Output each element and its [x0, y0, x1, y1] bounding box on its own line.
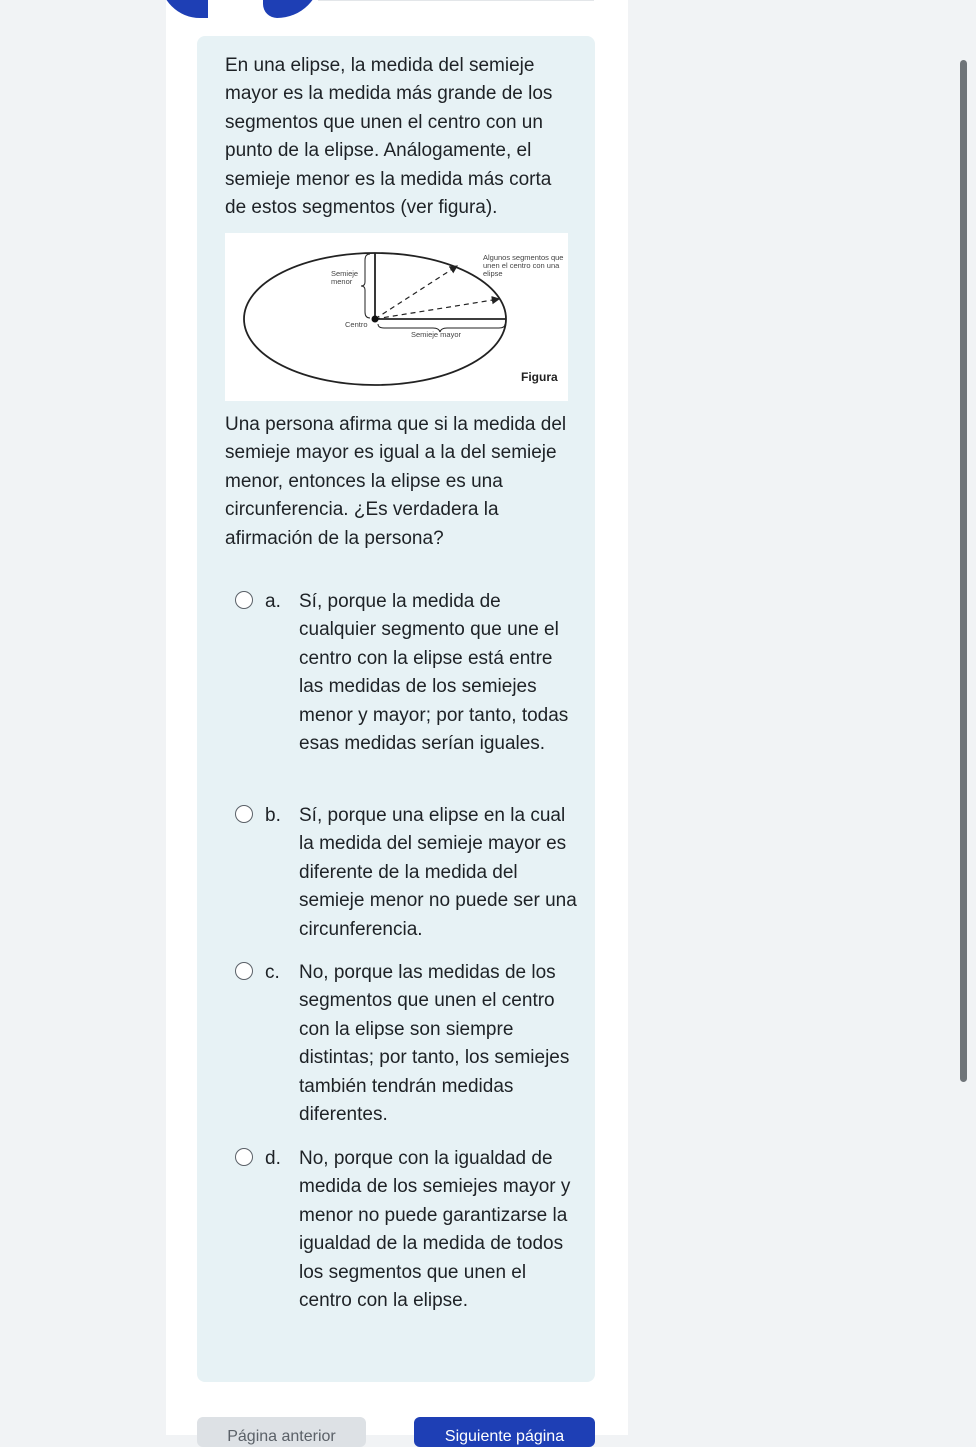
ellipse-figure: [225, 233, 568, 401]
radio-button[interactable]: [235, 591, 253, 609]
option-a[interactable]: [235, 588, 580, 788]
radio-button[interactable]: [235, 962, 253, 980]
next-page-button[interactable]: Siguiente página: [414, 1417, 595, 1447]
figure-caption: Figura: [521, 370, 558, 384]
center-label: Centro: [345, 320, 368, 329]
question-prompt: Una persona afirma que si la medida del semieje mayor es igual a la del semieje menor, entonces la elipse es una circunferencia. ¿Es verdadera la afirmación de la persona?: [225, 414, 567, 549]
center-point: [372, 316, 379, 323]
option-letter: a.: [265, 591, 281, 612]
option-text: Sí, porque la medida de cualquier segmento que une el centro con la elipse está entre las medidas de los semiejes menor y mayor; por tanto, todas esas medidas serían iguales.: [299, 591, 569, 755]
option-letter: b.: [265, 805, 281, 826]
option-text: No, porque las medidas de los segmentos que unen el centro con la elipse son siempre distintas; por tanto, los semiejes también tendrán medidas diferentes.: [299, 962, 570, 1126]
option-c[interactable]: [235, 959, 580, 1131]
segments-label: Algunos segmentos que unen el centro con una elipse: [483, 254, 564, 278]
radio-button[interactable]: [235, 1148, 253, 1166]
option-letter: d.: [265, 1148, 281, 1169]
sample-segment-2: [375, 299, 499, 319]
previous-page-button[interactable]: Página anterior: [197, 1417, 366, 1447]
option-b[interactable]: [235, 802, 580, 947]
sample-segment-1: [375, 266, 457, 319]
radio-button[interactable]: [235, 805, 253, 823]
option-text: Sí, porque una elipse en la cual la medida del semieje mayor es diferente de la medida del semieje menor no puede ser una circunferencia.: [299, 805, 577, 940]
top-divider: [318, 0, 594, 1]
question-intro: En una elipse, la medida del semieje mayor es la medida más grande de los segmentos que unen el centro con un punto de la elipse. Análogamente, el semieje menor es la medida más corta de estos segmentos (ver figura).: [225, 55, 553, 219]
major-semiaxis-label: Semieje mayor: [411, 330, 462, 339]
option-text: No, porque con la igualdad de medida de los semiejes mayor y menor no puede garantizarse la igualdad de la medida de todos los segmentos que unen el centro con la elipse.: [299, 1148, 571, 1312]
minor-semiaxis-label: Semieje menor: [331, 270, 359, 286]
option-d[interactable]: [235, 1145, 580, 1345]
option-letter: c.: [265, 962, 280, 983]
scrollbar-thumb[interactable]: [960, 60, 967, 1082]
